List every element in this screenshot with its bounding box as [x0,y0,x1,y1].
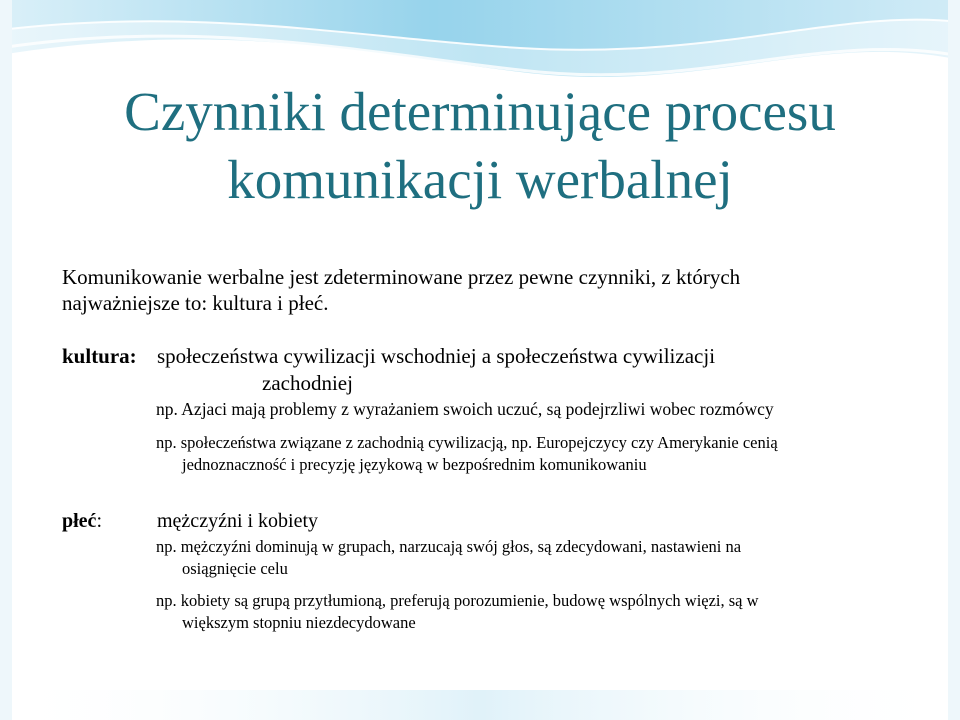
slide-title [0,78,960,214]
gender-example-1-line-1: np. mężczyźni dominują w grupach, narzucają swój głos, są zdecydowani, nastawieni na [156,537,742,556]
intro-line-1: Komunikowanie werbalne jest zdeterminowane przez pewne czynniki, z których [62,265,741,289]
culture-example-1: np. Azjaci mają problemy z wyrażaniem swoich uczuć, są podejrzliwi wobec rozmówcy [156,399,774,419]
culture-example-2-line-2: jednoznaczność i precyzję językową w bezpośrednim komunikowaniu [182,455,647,474]
intro-line-2: najważniejsze to: kultura i płeć. [62,291,329,315]
gender-label: płeć [62,510,97,532]
gender-example-2-line-2: większym stopniu niezdecydowane [182,613,416,632]
culture-text-line-2: zachodniej [262,371,353,395]
culture-text-line-1: społeczeństwa cywilizacji wschodniej a społeczeństwa cywilizacji [157,344,716,368]
gender-text: mężczyźni i kobiety [157,510,319,532]
gender-example-2-line-1: np. kobiety są grupą przytłumioną, preferują porozumienie, budowę wspólnych więzi, są w [156,591,759,610]
gender-label-colon: : [96,510,102,532]
gender-example-1-line-2: osiągnięcie celu [182,559,288,578]
title-line-2: komunikacji werbalnej [227,149,733,210]
culture-example-2-line-1: np. społeczeństwa związane z zachodnią cywilizacją, np. Europejczycy czy Amerykanie cenią [156,433,778,452]
gender-label-wrap [62,509,102,534]
title-line-1: Czynniki determinujące procesu [124,81,836,142]
culture-label: kultura: [62,344,137,368]
